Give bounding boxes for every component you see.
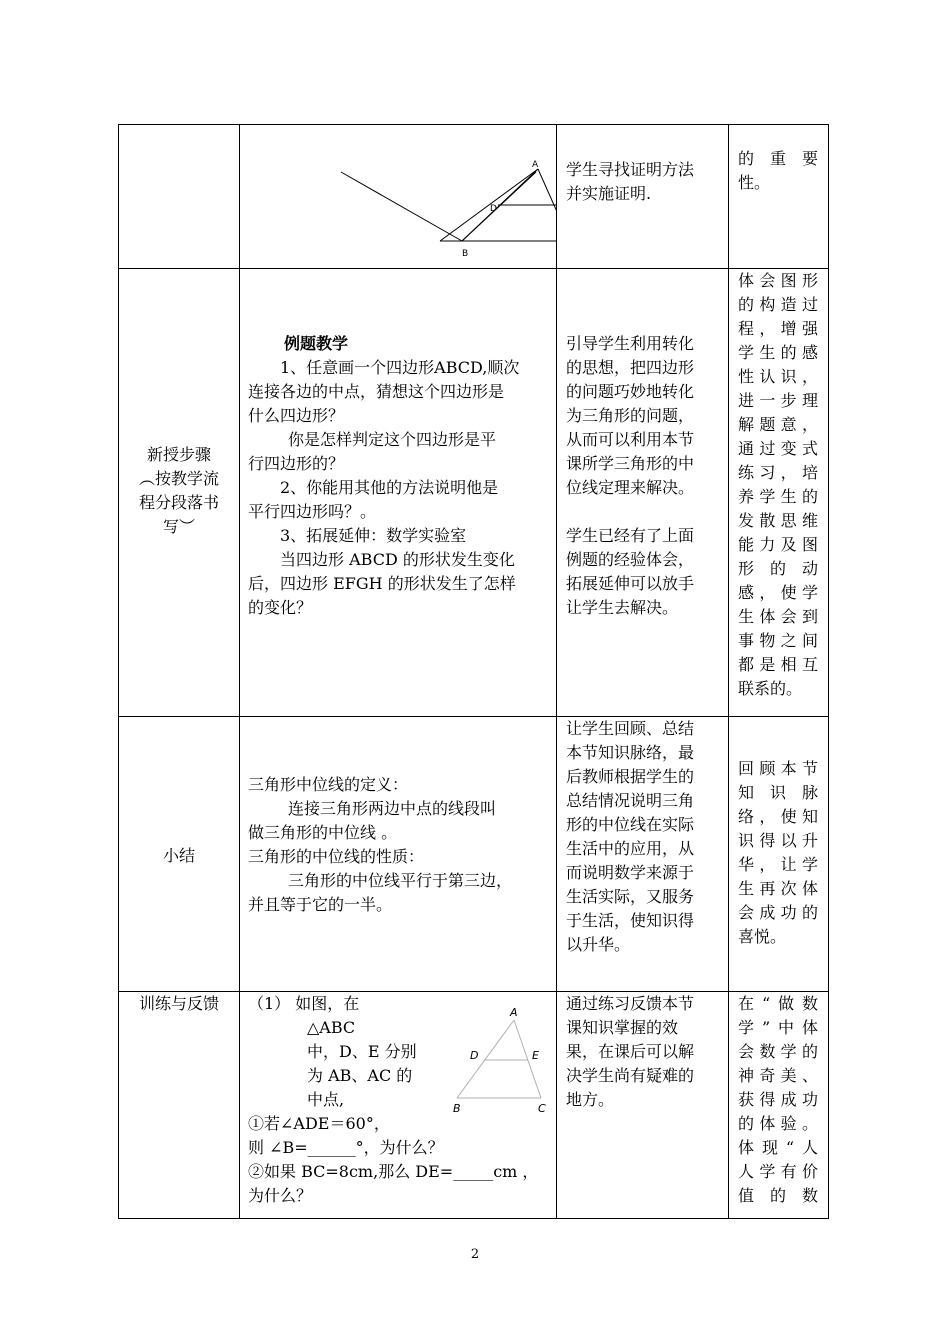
intent-line: 解题意， <box>738 415 818 434</box>
intent-line: 都是相互 <box>738 655 818 674</box>
content-line: 三角形的中位线的性质： <box>248 847 425 866</box>
activity-line: 学生已经有了上面 <box>566 526 695 545</box>
stage-label: ︵按教学流 <box>138 469 219 488</box>
figure-label-c: C <box>538 1102 546 1115</box>
activity-line: 于生活，使知识得 <box>566 911 695 930</box>
intent-line: 体会图形 <box>738 271 818 290</box>
content-line: 什么四边形？ <box>248 406 345 425</box>
intent-line: 华，让学 <box>738 855 818 874</box>
parallelogram-figure <box>240 125 556 268</box>
content-cell <box>240 992 557 1219</box>
activity-line: 以升华。 <box>566 935 631 954</box>
figure-label-d: D <box>490 204 497 214</box>
question-line: 则 ∠B=______°，为什么？ <box>248 1138 444 1157</box>
content-line: 后，四边形 EFGH 的形状发生了怎样 <box>248 574 516 593</box>
section-heading: 例题教学 <box>284 334 349 353</box>
stage-label: 新授步骤 <box>146 445 211 464</box>
content-line: 行四边形的？ <box>248 454 345 473</box>
intent-line: 感，使学 <box>738 583 818 602</box>
content-line: 1、任意画一个四边形ABCD,顺次 <box>280 358 520 377</box>
activity-cell <box>557 717 729 992</box>
activity-line: 位线定理来解决。 <box>566 478 695 497</box>
content-line: 的变化？ <box>248 598 313 617</box>
activity-line: 课所学三角形的中 <box>566 454 695 473</box>
page-number: 2 <box>470 1247 480 1262</box>
intent-cell <box>729 717 829 992</box>
question-line: ①若∠ADE＝60°， <box>248 1114 390 1133</box>
activity-line: 通过练习反馈本节 <box>566 994 695 1013</box>
stage-cell <box>119 717 240 992</box>
intent-line: 学”中体 <box>738 1018 818 1037</box>
activity-cell <box>557 992 729 1219</box>
activity-line: 后教师根据学生的 <box>566 767 695 786</box>
activity-line: 让学生回顾、总结 <box>566 719 695 738</box>
content-line: 当四边形 ABCD 的形状发生变化 <box>280 550 515 569</box>
intent-line: 体现“人 <box>738 1138 818 1157</box>
intent-line: 事物之间 <box>738 631 818 650</box>
activity-line: 形的中位线在实际 <box>566 815 695 834</box>
stage-cell <box>119 125 240 269</box>
intent-line: 会成功的 <box>738 903 818 922</box>
figure-label-d: D <box>470 1049 479 1062</box>
intent-line: 喜悦。 <box>738 927 787 946</box>
content-line: 2、你能用其他的方法说明他是 <box>280 478 499 497</box>
intent-line: 养学生的 <box>738 487 818 506</box>
intent-line: 人学有价 <box>738 1162 818 1181</box>
intent-line: 形 的 动 <box>738 559 818 578</box>
content-line: 三角形中位线的定义： <box>248 775 409 794</box>
activity-line: 让学生去解决。 <box>566 598 679 617</box>
intent-line: 的构造过 <box>738 295 818 314</box>
activity-line: 拓展延伸可以放手 <box>566 574 695 593</box>
intent-line: 生体会到 <box>738 607 818 626</box>
table-row <box>119 125 829 269</box>
intent-line: 获得成功 <box>738 1090 818 1109</box>
stage-cell <box>119 269 240 717</box>
intent-line: 程，增强 <box>738 319 818 338</box>
activity-line: 为三角形的问题， <box>566 406 695 425</box>
activity-line: 果，在课后可以解 <box>566 1042 695 1061</box>
intent-line: 学生的感 <box>738 343 818 362</box>
activity-line: 例题的经验体会， <box>566 550 695 569</box>
activity-line: 地方。 <box>566 1090 615 1109</box>
intent-line: 识得以升 <box>738 831 818 850</box>
intent-line: 练习，培 <box>738 463 818 482</box>
stage-label: 小结 <box>162 846 195 865</box>
intent-line: 值 的 数 <box>738 1186 818 1205</box>
activity-line: 生活中的应用，从 <box>566 839 695 858</box>
triangle-figure <box>440 1006 560 1116</box>
figure-label-a: A <box>532 160 539 170</box>
intent-line: 神奇美、 <box>738 1066 818 1085</box>
activity-line: 并实施证明. <box>566 184 652 203</box>
intent-line: 在“做数 <box>738 994 818 1013</box>
intent-cell <box>729 269 829 717</box>
question-line: （1） 如图，在 <box>248 994 360 1013</box>
activity-cell <box>557 269 729 717</box>
table-row <box>119 717 829 992</box>
question-line: ②如果 BC=8cm,那么 DE=_____cm ， <box>248 1162 539 1181</box>
activity-line: 决学生尚有疑难的 <box>566 1066 695 1085</box>
question-line: 为 AB、AC 的 <box>307 1066 413 1085</box>
intent-line: 回顾本节 <box>738 759 818 778</box>
content-line: 连接三角形两边中点的线段叫 <box>288 799 497 818</box>
activity-line: 引导学生利用转化 <box>566 334 695 353</box>
activity-line: 的思想，把四边形 <box>566 358 695 377</box>
activity-line: 总结情况说明三角 <box>566 791 695 810</box>
table-row <box>119 269 829 717</box>
intent-line: 发散思维 <box>738 511 818 530</box>
activity-line: 从而可以利用本节 <box>566 430 695 449</box>
content-line: 你是怎样判定这个四边形是平 <box>288 430 497 449</box>
activity-cell <box>557 125 729 269</box>
content-line: 并且等于它的一半。 <box>248 895 393 914</box>
content-line: 3、拓展延伸：数学实验室 <box>280 526 467 545</box>
intent-line: 会数学的 <box>738 1042 818 1061</box>
content-line: 三角形的中位线平行于第三边， <box>288 871 513 890</box>
intent-line: 的 重 要 <box>738 149 818 168</box>
intent-line: 能力及图 <box>738 535 818 554</box>
intent-line: 知 识 脉 <box>738 783 818 802</box>
activity-line: 而说明数学来源于 <box>566 863 695 882</box>
activity-line: 的问题巧妙地转化 <box>566 382 695 401</box>
intent-line: 联系的。 <box>738 679 803 698</box>
figure-label-a: A <box>510 1006 518 1019</box>
activity-line: 生活实际，又服务 <box>566 887 695 906</box>
intent-cell <box>729 992 829 1219</box>
intent-line: 络，使知 <box>738 807 818 826</box>
intent-line: 生再次体 <box>738 879 818 898</box>
activity-line: 本节知识脉络，最 <box>566 743 695 762</box>
figure-label-b: B <box>462 249 469 259</box>
intent-cell <box>729 125 829 269</box>
content-line: 连接各边的中点，猜想这个四边形是 <box>248 382 505 401</box>
stage-label: 程分段落书 <box>138 493 219 512</box>
question-line: 中点, <box>307 1090 345 1109</box>
intent-line: 性。 <box>738 173 771 192</box>
stage-label: 训练与反馈 <box>138 994 219 1013</box>
content-line: 平行四边形吗？。 <box>248 502 377 521</box>
content-cell <box>240 717 557 992</box>
stage-cell <box>119 992 240 1219</box>
question-line: 为什么？ <box>248 1186 313 1205</box>
activity-line: 课知识掌握的效 <box>566 1018 679 1037</box>
question-line: 中，D、E 分别 <box>307 1042 417 1061</box>
activity-line: 学生寻找证明方法 <box>566 160 695 179</box>
figure-label-e: E <box>532 1049 539 1062</box>
intent-line: 进一步理 <box>738 391 818 410</box>
lesson-plan-table <box>118 124 829 1219</box>
figure-label-b: B <box>453 1102 461 1115</box>
content-cell <box>240 125 557 269</box>
question-line: △ABC <box>307 1018 356 1037</box>
intent-line: 通过变式 <box>738 439 818 458</box>
intent-line: 的体验。 <box>738 1114 818 1133</box>
activity-line <box>566 500 728 524</box>
content-cell <box>240 269 557 717</box>
content-line: 做三角形的中位线 。 <box>248 823 398 842</box>
stage-label: 写︶ <box>162 517 195 536</box>
intent-line: 性认识， <box>738 367 818 386</box>
table-row <box>119 992 829 1219</box>
